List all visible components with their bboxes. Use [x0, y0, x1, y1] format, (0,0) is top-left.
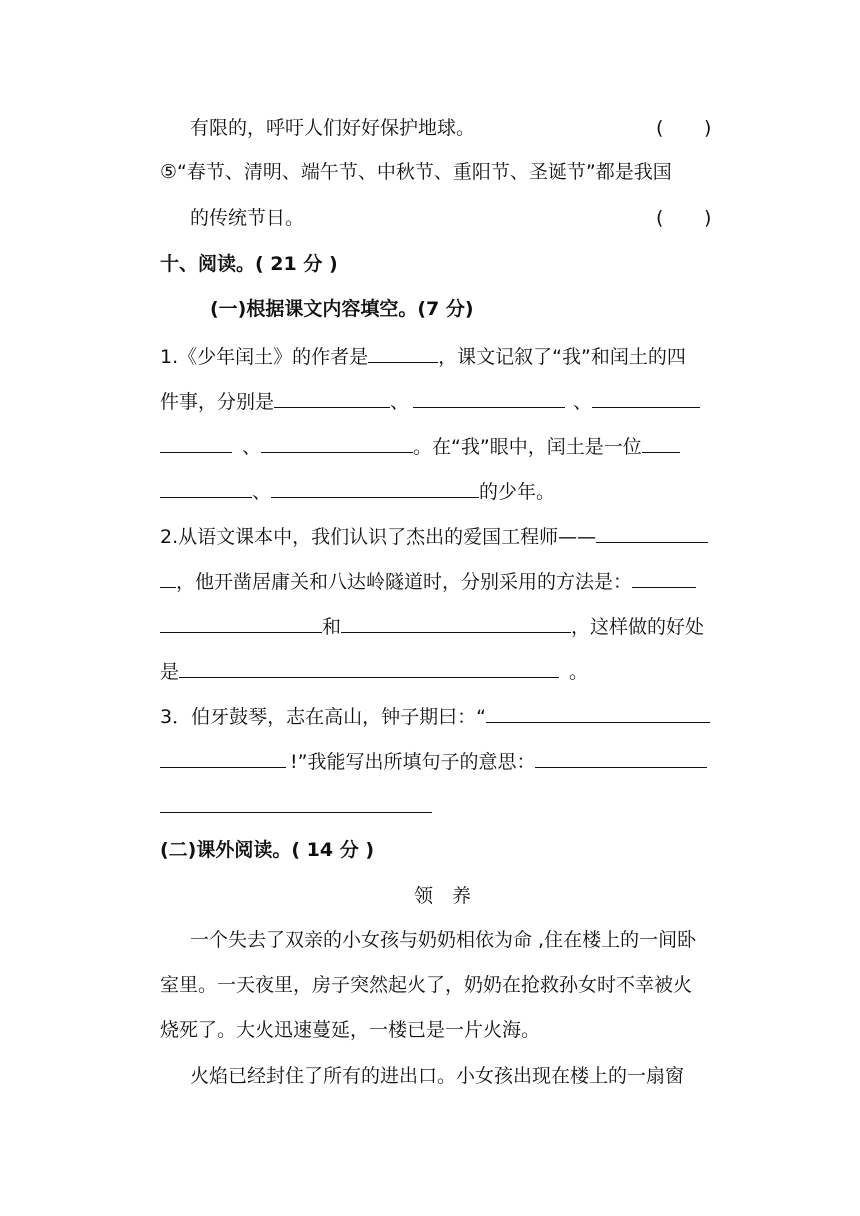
section-title: 十、阅读。( 21 分 )	[160, 253, 338, 275]
question-text: 件事，分别是	[160, 391, 275, 413]
blank[interactable]	[341, 612, 571, 633]
blank[interactable]	[160, 567, 176, 588]
blank[interactable]	[642, 432, 680, 453]
question-1-line-3	[160, 432, 680, 461]
blank[interactable]	[271, 477, 479, 498]
blank[interactable]	[160, 477, 252, 498]
punctuation: 、	[390, 391, 410, 413]
question-3-line-1	[160, 702, 710, 731]
question-text: 和	[322, 616, 342, 638]
blank[interactable]	[486, 702, 710, 723]
part-two-heading: (二)课外阅读。( 14 分 )	[160, 839, 375, 861]
blank[interactable]	[261, 432, 413, 453]
answer-paren-open: (	[656, 117, 664, 139]
punctuation: 、	[573, 391, 593, 413]
blank[interactable]	[274, 387, 390, 408]
question-text: 是	[160, 661, 180, 683]
story-paragraph-2-line-1: 火焰已经封住了所有的进出口。小女孩出现在楼上的一扇窗	[190, 1065, 685, 1087]
blank[interactable]	[596, 522, 708, 543]
question-text: 3．伯牙鼓琴，志在高山，钟子期曰：“	[160, 706, 486, 728]
question-text: 。在“我”眼中，闰土是一位	[413, 436, 642, 458]
question-2-line-2	[160, 567, 696, 596]
question-1-line-2	[160, 387, 700, 416]
question-3-line-3	[160, 792, 432, 821]
question-1-line-4	[160, 477, 555, 506]
answer-paren-open: (	[656, 207, 664, 229]
blank[interactable]	[160, 612, 322, 633]
statement-5: ⑤“春节、清明、端午节、中秋节、重阳节、圣诞节”都是我国	[160, 161, 672, 183]
question-text: ，这样做的好处	[571, 616, 705, 638]
blank[interactable]	[160, 792, 432, 813]
blank[interactable]	[592, 387, 700, 408]
story-paragraph-1-line-3: 烧死了。大火迅速蔓延，一楼已是一片火海。	[160, 1019, 541, 1041]
blank[interactable]	[160, 747, 286, 768]
question-text: 2.从语文课本中，我们认识了杰出的爱国工程师——	[160, 526, 597, 548]
answer-paren-close: )	[704, 117, 712, 139]
blank[interactable]	[160, 432, 232, 453]
question-2-line-4	[160, 657, 588, 686]
question-2-line-3	[160, 612, 704, 641]
blank[interactable]	[413, 387, 565, 408]
question-1-line-1	[160, 342, 686, 371]
statement-4-continued: 有限的，呼吁人们好好保护地球。	[190, 117, 476, 139]
punctuation: 、	[252, 481, 272, 503]
blank[interactable]	[632, 567, 696, 588]
question-2-line-1	[160, 522, 708, 551]
story-paragraph-1-line-2: 室里。一天夜里，房子突然起火了，奶奶在抢救孙女时不幸被火	[160, 974, 693, 996]
question-text: 1.《少年闰土》的作者是	[160, 346, 369, 368]
blank[interactable]	[368, 342, 438, 363]
question-3-line-2	[160, 747, 707, 776]
question-text: ，课文记叙了“我”和闰土的四	[438, 346, 686, 368]
blank[interactable]	[535, 747, 707, 768]
question-text: !”我能写出所填句子的意思：	[290, 751, 536, 773]
punctuation: 。	[569, 661, 589, 683]
blank[interactable]	[179, 657, 559, 678]
punctuation: 、	[242, 436, 262, 458]
part-one-heading: (一)根据课文内容填空。(7 分)	[210, 298, 474, 320]
story-title: 领 养	[414, 885, 472, 907]
question-text: ，他开凿居庸关和八达岭隧道时，分别采用的方法是：	[176, 571, 633, 593]
story-paragraph-1-line-1: 一个失去了双亲的小女孩与奶奶相依为命 ,住在楼上的一间卧	[190, 929, 697, 951]
question-text: 的少年。	[479, 481, 556, 503]
statement-5-continued: 的传统节日。	[190, 207, 305, 229]
answer-paren-close: )	[704, 207, 712, 229]
